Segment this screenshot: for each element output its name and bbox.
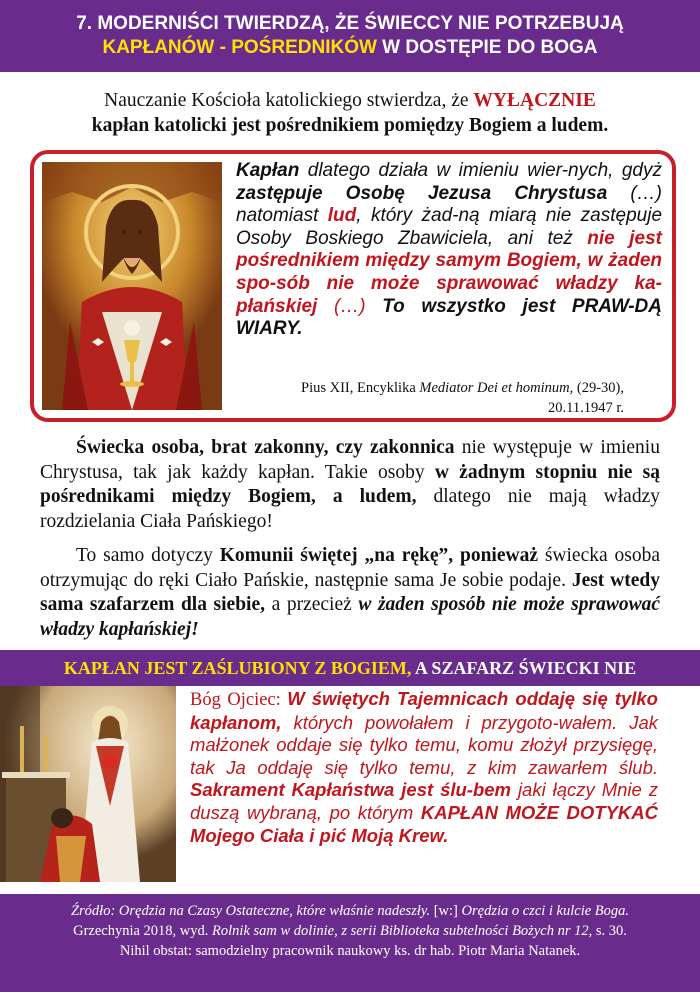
message-part: W świętych Tajemnicach oddaję się tylko kapłanom, (190, 688, 658, 733)
citation-title: Mediator Dei et hominum, (419, 380, 574, 396)
page-header (0, 0, 700, 72)
header-line-1: 7. MODERNIŚCI TWIERDZĄ, ŻE ŚWIECCY NIE POTRZEBUJĄ (76, 13, 624, 34)
footer-part: [w:] (430, 903, 462, 919)
quote-citation (236, 378, 624, 418)
speaker-label: Bóg Ojciec: (190, 690, 288, 710)
quote-part: nie jest pośrednikiem między samym Bogiem, w żaden spo-sób nie może sprawować władzy ka-płańskiej (236, 227, 662, 317)
quote-text (236, 160, 662, 341)
message-part: KAPŁAN MOŻE DOTYKAĆ Mojego Ciała i pić Moją Krew. (190, 801, 658, 846)
section-banner (0, 650, 700, 686)
message-part: których powołałem i przygoto-wałem. Jak małżonek oddaje się tylko temu, komu złożył przysięgę, tak Ja oddaję się tylko temu, z kim zawarłem ślub. (190, 711, 658, 778)
quote-part: lud (327, 205, 357, 227)
intro-part: Nauczanie Kościoła katolickiego stwierdza, że (104, 90, 474, 111)
priest-altar-painting-image (0, 686, 176, 882)
footer-part: Grzechynia 2018, wyd. (73, 923, 213, 939)
quote-part: (…) (317, 295, 383, 317)
para-part: a przecież (265, 594, 359, 615)
banner-highlight: KAPŁAN JEST ZAŚLUBIONY Z BOGIEM, (63, 658, 412, 678)
para-part: w żadnym stopniu nie są pośrednikami między Bogiem, a ludem, (40, 461, 660, 507)
para-part: w żaden sposób nie może sprawować władzy kapłańskiej! (40, 594, 661, 640)
para-part: dlatego nie mają władzy rozdzielania Ciała Pańskiego! (40, 486, 660, 532)
intro-bold: kapłan katolicki jest pośrednikiem pomiędzy Bogiem a ludem. (91, 115, 609, 136)
para-part: Świecka osoba, brat zakonny, czy zakonnica (76, 437, 455, 458)
paragraph-1 (40, 436, 660, 534)
intro-emphasis: WYŁĄCZNIE (473, 90, 596, 111)
para-part: nie występuje w imieniu Chrystusa, tak jak każdy kapłan. Takie osoby (40, 437, 660, 483)
header-rest: W DOSTĘPIE DO BOGA (376, 37, 598, 58)
quote-part: To wszystko jest PRAW-DĄ WIARY. (236, 295, 662, 340)
quote-part: zastępuje Osobę Jezusa Chrystusa (236, 182, 608, 204)
quote-part: Kapłan (236, 160, 300, 181)
citation-part: (29-30), (573, 380, 624, 396)
citation-part: Pius XII, Encyklika (301, 380, 420, 396)
para-part: To samo dotyczy (76, 545, 220, 566)
quote-part: dlatego działa w imieniu wier-nych, gdyż (299, 160, 662, 181)
quote-part: , który żad-ną miarą nie zastępuje Osoby Boskiego Zbawiciela, ani też (236, 205, 663, 249)
footer-part: Nihil obstat: samodzielny pracownik naukowy ks. dr hab. Piotr Maria Natanek. (119, 943, 581, 959)
message-part: jaki łączy Mnie z duszą wybraną, po którym (190, 779, 658, 823)
header-highlight: KAPŁANÓW - POŚREDNIKÓW (102, 37, 377, 58)
footer-part: Orędzia o czci i kulcie Boga. (461, 903, 630, 919)
intro-text (40, 88, 660, 138)
para-part: Jest wtedy sama szafarzem dla siebie, (40, 569, 660, 615)
paragraph-2 (40, 544, 660, 642)
footer-part: Rolnik sam w dolinie, z serii Biblioteka subtelności Bożych nr 12, (212, 923, 593, 939)
para-part: Komunii świętej „na rękę”, ponieważ (219, 545, 538, 566)
source-footer (0, 894, 700, 992)
footer-part: Źródło: Orędzia na Czasy Ostateczne, które właśnie nadeszły. (70, 903, 431, 919)
citation-date: 20.11.1947 r. (548, 400, 624, 416)
quote-part: (…) natomiast (236, 182, 663, 227)
message-part: Sakrament Kapłaństwa jest ślu-bem (190, 779, 512, 801)
para-part: świecka osoba otrzymując do ręki Ciało Pańskie, następnie sama Je sobie podaje. (40, 545, 660, 591)
footer-part: s. 30. (592, 923, 627, 939)
banner-rest: A SZAFARZ ŚWIECKI NIE (411, 658, 637, 678)
header-line-2 (0, 36, 700, 60)
jesus-painting-image (42, 162, 222, 410)
god-message-text (190, 688, 658, 847)
